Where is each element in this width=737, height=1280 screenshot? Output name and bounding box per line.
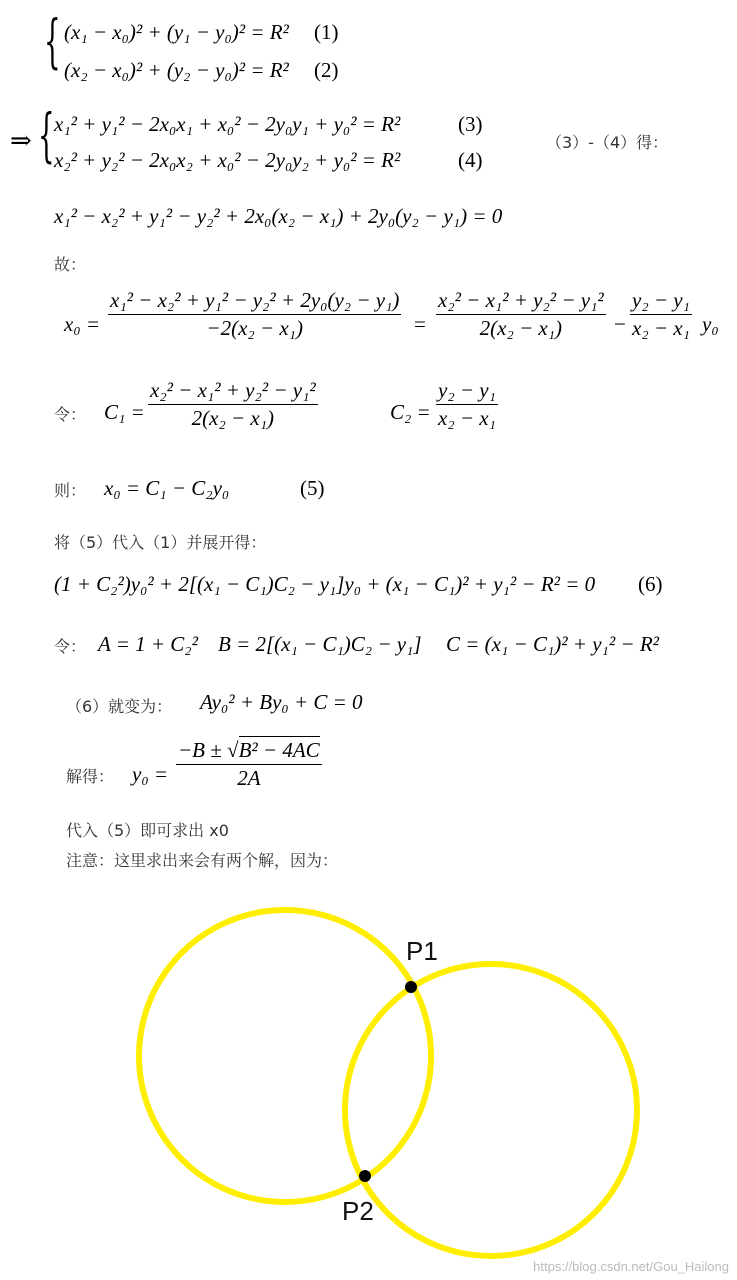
- x0-fraction-1-numerator: x₁² − x₂² + y₁² − y₂² + 2y₀(y₂ − y₁): [110, 288, 400, 312]
- equation-tag-5: (5): [300, 476, 325, 500]
- x0-fraction-3-denominator: x₂ − x₁: [632, 316, 690, 340]
- x0-fraction-3: [630, 290, 692, 339]
- intersecting-circles-figure: [0, 880, 737, 1280]
- brace-system-2: {: [38, 101, 55, 169]
- left-circle: [139, 910, 431, 1202]
- let-label-c: 令：: [54, 405, 87, 424]
- equation-1: (x₁ − x₀)² + (y₁ − y₀)² = R²: [64, 20, 289, 44]
- p1-label: P1: [406, 936, 438, 966]
- x0-substitution: x₀ = C₁ − C₂y₀: [104, 476, 230, 500]
- x0-equals: =: [414, 312, 426, 336]
- c-definition: C = (x₁ − C₁)² + y₁² − R²: [446, 632, 659, 656]
- right-circle: [345, 964, 637, 1256]
- equation-tag-2: (2): [314, 58, 339, 82]
- x0-fraction-2-denominator: 2(x₂ − x₁): [436, 314, 606, 339]
- equation-3: x₁² + y₁² − 2x₀x₁ + x₀² − 2y₀y₁ + y₀² = R²: [54, 112, 401, 136]
- implies-arrow: ⇒: [10, 126, 32, 155]
- x0-tail: y₀: [702, 312, 719, 336]
- equation-tag-4: (4): [458, 148, 483, 172]
- x0-fraction-2: [436, 290, 606, 339]
- quadratic-numerator-prefix: −B ± √: [178, 738, 239, 762]
- a-definition: A = 1 + C₂²: [98, 632, 198, 656]
- x0-fraction-3-numerator: y₂ − y₁: [632, 288, 690, 312]
- x0-minus: −: [614, 312, 626, 336]
- c1-fraction: [148, 380, 318, 429]
- therefore-label: 故：: [54, 255, 87, 274]
- subtract-note: （3）-（4）得：: [546, 133, 669, 152]
- c2-numerator: y₂ − y₁: [438, 378, 496, 402]
- c1-numerator: x₂² − x₁² + y₂² − y₁²: [150, 378, 316, 402]
- y0-lhs: y₀ =: [132, 762, 169, 786]
- equation-2: (x₂ − x₀)² + (y₂ − y₀)² = R²: [64, 58, 289, 82]
- b-definition: B = 2[(x₁ − C₁)C₂ − y₁]: [218, 632, 422, 656]
- c1-lhs: C₁ =: [104, 400, 145, 424]
- becomes-label: （6）就变为：: [66, 697, 173, 716]
- x0-fraction-1-denominator: −2(x₂ − x₁): [108, 314, 401, 339]
- let-label-abc: 令：: [54, 637, 87, 656]
- equation-6: (1 + C₂²)y₀² + 2[(x₁ − C₁)C₂ − y₁]y₀ + (x₁ − C₁)² + y₁² − R² = 0: [54, 572, 596, 596]
- brace-system-1: {: [44, 7, 61, 75]
- equation-tag-3: (3): [458, 112, 483, 136]
- then-label: 则：: [54, 481, 87, 500]
- watermark: https://blog.csdn.net/Gou_Hailong: [533, 1259, 729, 1274]
- note-line: 注意：这里求出来会有两个解，因为：: [66, 851, 339, 870]
- quadratic-numerator: [176, 740, 322, 764]
- difference-equation: x₁² − x₂² + y₁² − y₂² + 2x₀(x₂ − x₁) + 2y₀(y₂ − y₁) = 0: [54, 204, 503, 228]
- c1-denominator: 2(x₂ − x₁): [148, 404, 318, 429]
- substitute-5-line: 代入（5）即可求出 x0: [66, 821, 229, 840]
- point-p1: [405, 981, 417, 993]
- quadratic-denominator: 2A: [176, 764, 322, 789]
- c2-lhs: C₂ =: [390, 400, 431, 424]
- x0-fraction-1: [108, 290, 401, 339]
- solve-label: 解得：: [66, 767, 115, 786]
- equation-tag-1: (1): [314, 20, 339, 44]
- x0-lhs: x₀ =: [64, 312, 101, 336]
- equation-4: x₂² + y₂² − 2x₀x₂ + x₀² − 2y₀y₂ + y₀² = R²: [54, 148, 401, 172]
- quadratic-equation: Ay₀² + By₀ + C = 0: [200, 690, 363, 714]
- c2-fraction: [436, 380, 498, 429]
- substitute-line: 将（5）代入（1）并展开得：: [54, 533, 267, 552]
- quadratic-formula: [176, 740, 322, 789]
- x0-fraction-2-numerator: x₂² − x₁² + y₂² − y₁²: [438, 288, 604, 312]
- c2-denominator: x₂ − x₁: [438, 406, 496, 430]
- point-p2: [359, 1170, 371, 1182]
- p2-label: P2: [342, 1196, 374, 1226]
- equation-tag-6: (6): [638, 572, 663, 596]
- discriminant: B² − 4AC: [238, 738, 320, 762]
